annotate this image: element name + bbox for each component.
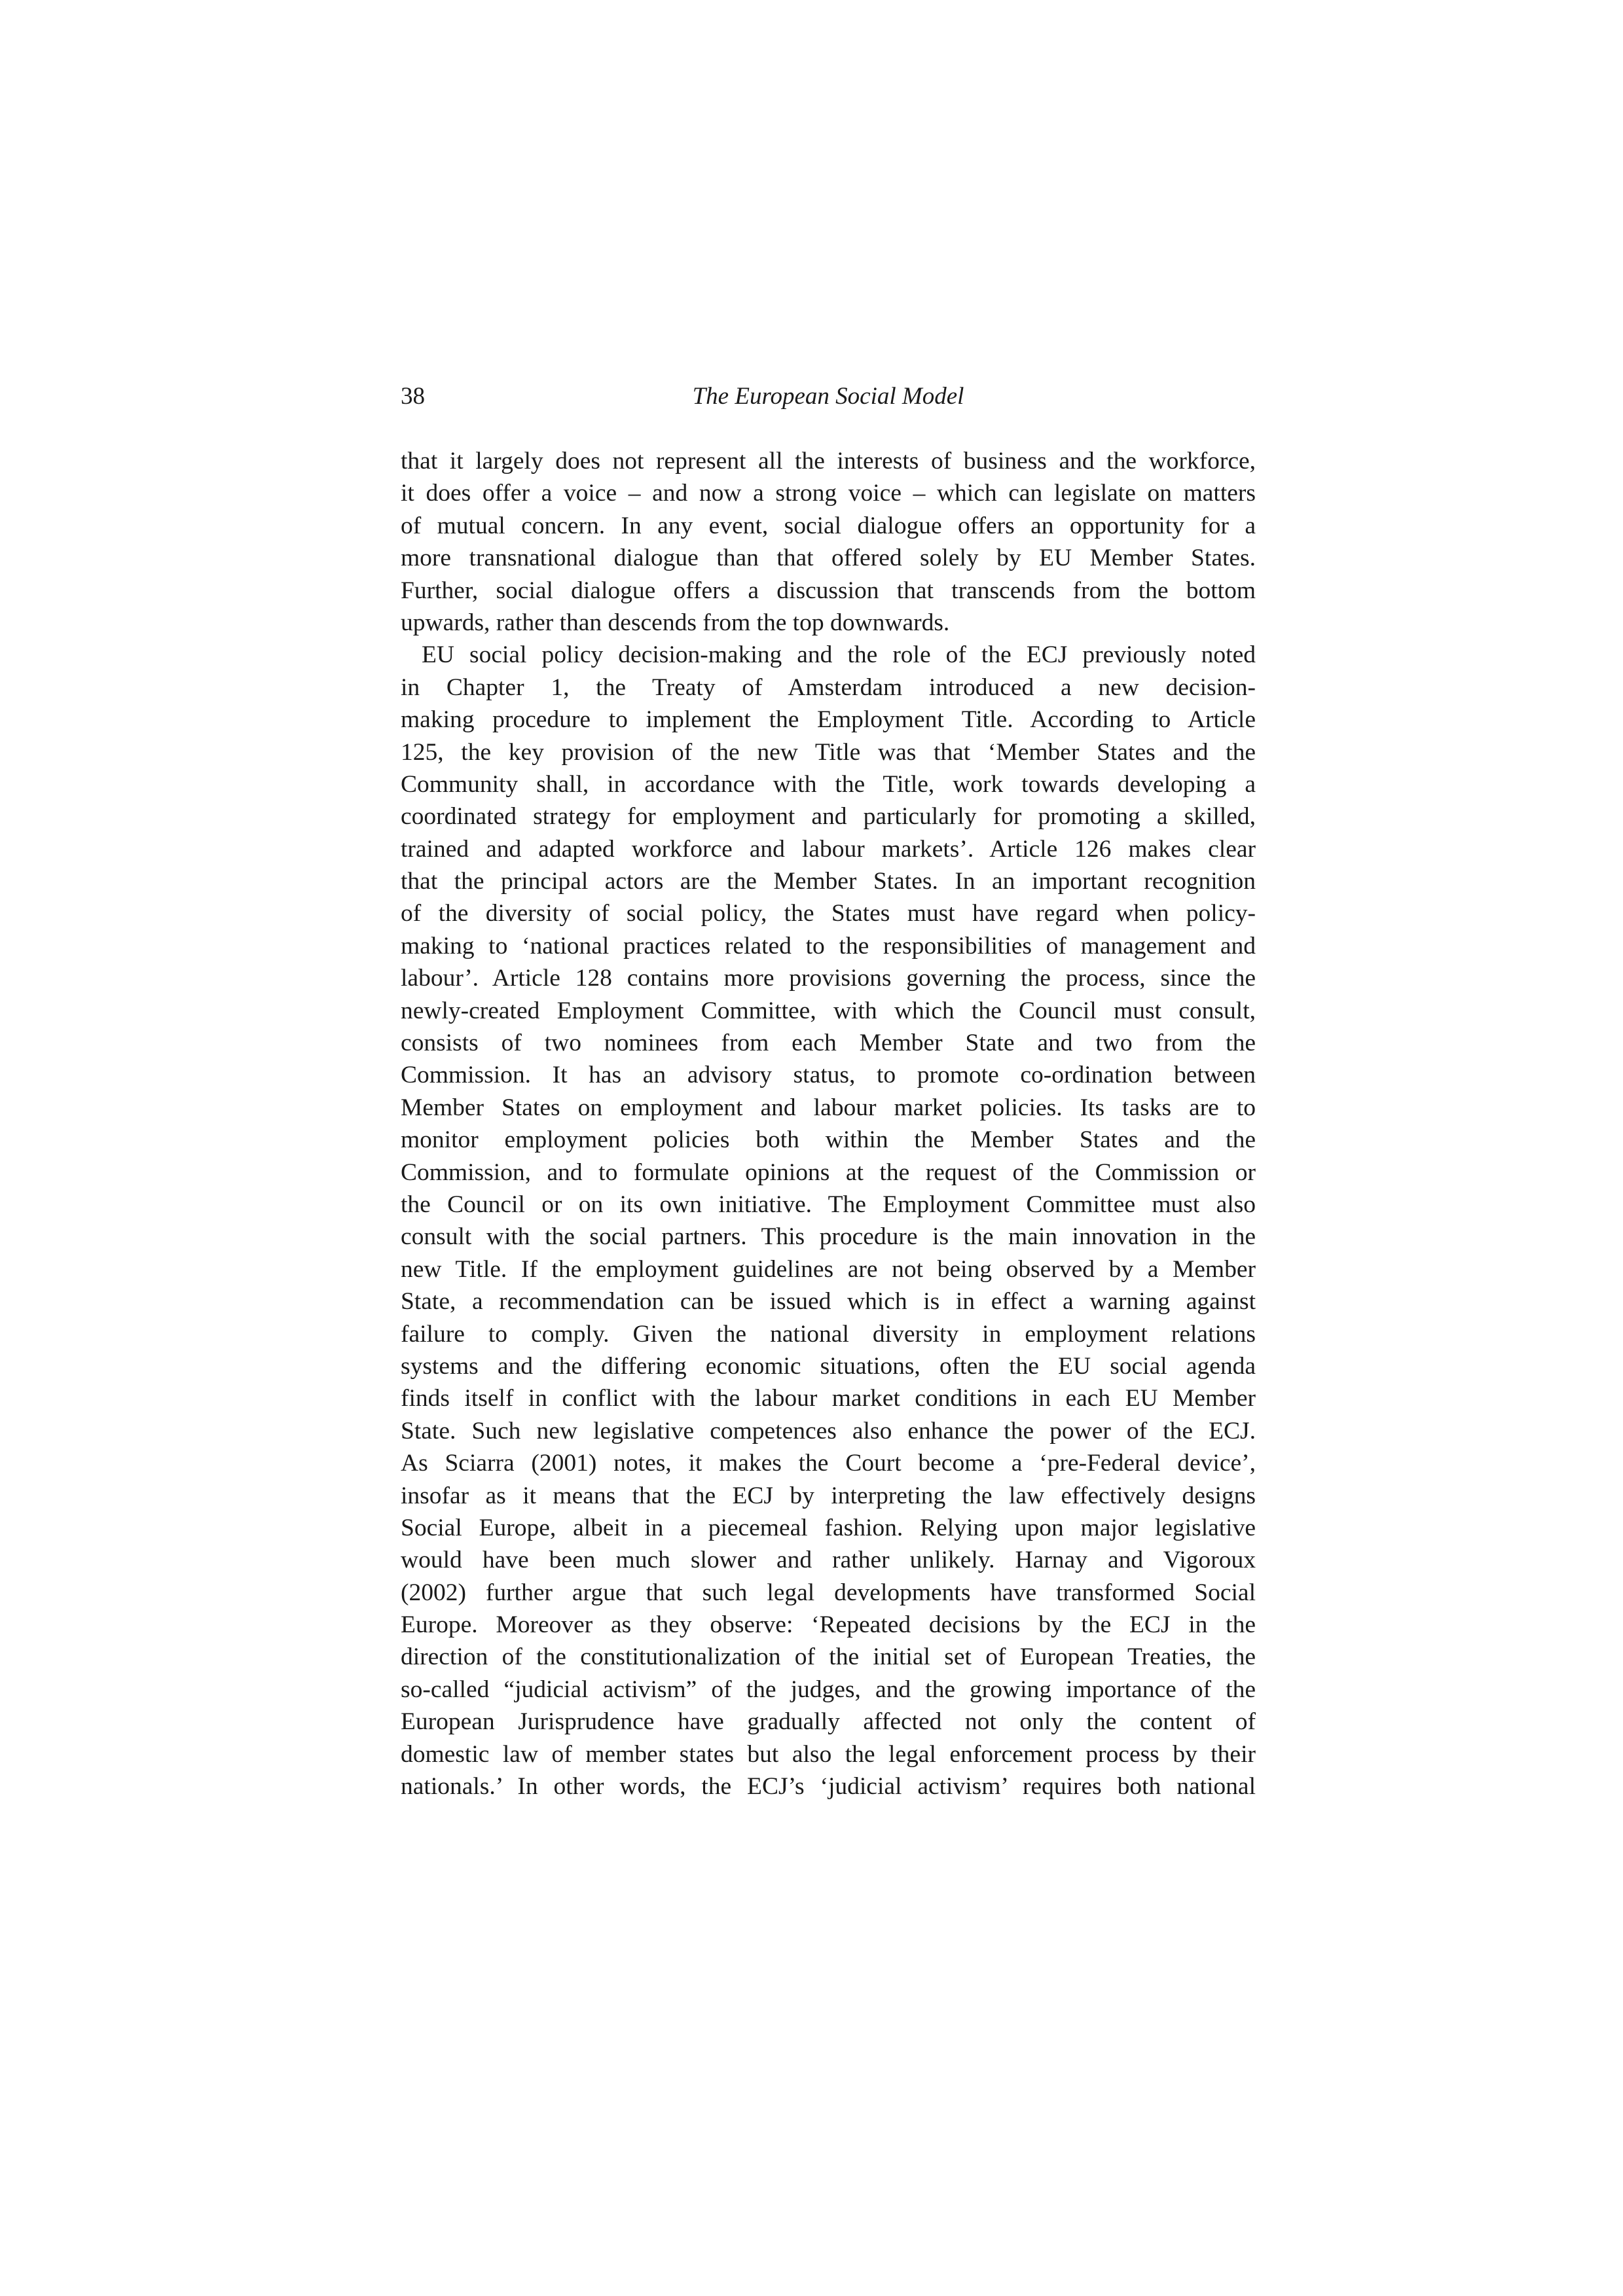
text-line: would have been much slower and rather unlikely. Harnay and Vigoroux <box>401 1547 1256 1574</box>
text-line: nationals.’ In other words, the ECJ’s ‘judicial activism’ requires both national <box>401 1773 1256 1801</box>
text-line: the Council or on its own initiative. The Employment Committee must also <box>401 1191 1256 1218</box>
text-line: Further, social dialogue offers a discussion that transcends from the bottom <box>401 577 1256 604</box>
text-line: making procedure to implement the Employment Title. According to Article <box>401 706 1256 734</box>
text-line: domestic law of member states but also the legal enforcement process by their <box>401 1740 1256 1768</box>
text-line: consult with the social partners. This procedure is the main innovation in the <box>401 1223 1256 1251</box>
text-line: Community shall, in accordance with the Title, work towards developing a <box>401 770 1256 798</box>
text-line: Social Europe, albeit in a piecemeal fashion. Relying upon major legislative <box>401 1514 1256 1541</box>
text-line: of the diversity of social policy, the States must have regard when policy- <box>401 900 1256 927</box>
text-line: upwards, rather than descends from the top downwards. <box>401 609 950 636</box>
text-line: more transnational dialogue than that offered solely by EU Member States. <box>401 545 1256 572</box>
text-line: failure to comply. Given the national diversity in employment relations <box>401 1320 1256 1348</box>
text-line: finds itself in conflict with the labour market conditions in each EU Member <box>401 1385 1256 1412</box>
text-line: so-called “judicial activism” of the judges, and the growing importance of the <box>401 1676 1256 1703</box>
text-line: making to ‘national practices related to the responsibilities of management and <box>401 932 1256 960</box>
text-line: in Chapter 1, the Treaty of Amsterdam introduced a new decision- <box>401 673 1256 701</box>
text-line: consists of two nominees from each Member State and two from the <box>401 1030 1256 1057</box>
text-line: labour’. Article 128 contains more provisions governing the process, since the <box>401 965 1256 992</box>
text-line: of mutual concern. In any event, social dialogue offers an opportunity for a <box>401 512 1256 539</box>
text-line: (2002) further argue that such legal developments have transformed Social <box>401 1579 1256 1606</box>
text-line: 125, the key provision of the new Title was that ‘Member States and the <box>401 738 1256 766</box>
running-head <box>401 378 1256 415</box>
text-line: State. Such new legislative competences also enhance the power of the ECJ. <box>401 1417 1256 1444</box>
text-line: trained and adapted workforce and labour markets’. Article 126 makes clear <box>401 835 1256 863</box>
running-title: The European Social Model <box>692 383 964 410</box>
page-number: 38 <box>401 383 425 410</box>
body-text <box>401 445 1256 1803</box>
text-line: insofar as it means that the ECJ by interpreting the law effectively designs <box>401 1482 1256 1509</box>
text-line: systems and the differing economic situations, often the EU social agenda <box>401 1352 1256 1380</box>
text-line: Europe. Moreover as they observe: ‘Repeated decisions by the ECJ in the <box>401 1611 1256 1639</box>
text-line: that the principal actors are the Member States. In an important recognition <box>401 868 1256 895</box>
text-line: it does offer a voice – and now a strong voice – which can legislate on matters <box>401 480 1256 507</box>
text-line: Commission. It has an advisory status, to promote co-ordination between <box>401 1062 1256 1089</box>
text-line: newly-created Employment Committee, with which the Council must consult, <box>401 997 1256 1024</box>
text-line: Member States on employment and labour market policies. Its tasks are to <box>401 1094 1256 1121</box>
text-line: EU social policy decision-making and the role of the ECJ previously noted <box>422 641 1256 669</box>
text-line: new Title. If the employment guidelines are not being observed by a Member <box>401 1255 1256 1283</box>
text-line: direction of the constitutionalization of the initial set of European Treaties, the <box>401 1643 1256 1671</box>
text-line: coordinated strategy for employment and particularly for promoting a skilled, <box>401 803 1256 831</box>
text-line: European Jurisprudence have gradually affected not only the content of <box>401 1708 1256 1736</box>
text-line: monitor employment policies both within the Member States and the <box>401 1126 1256 1154</box>
text-line: As Sciarra (2001) notes, it makes the Court become a ‘pre-Federal device’, <box>401 1450 1256 1477</box>
text-line: that it largely does not represent all the interests of business and the workforce, <box>401 448 1256 475</box>
text-line: State, a recommendation can be issued which is in effect a warning against <box>401 1288 1256 1316</box>
text-line: Commission, and to formulate opinions at the request of the Commission or <box>401 1158 1256 1186</box>
